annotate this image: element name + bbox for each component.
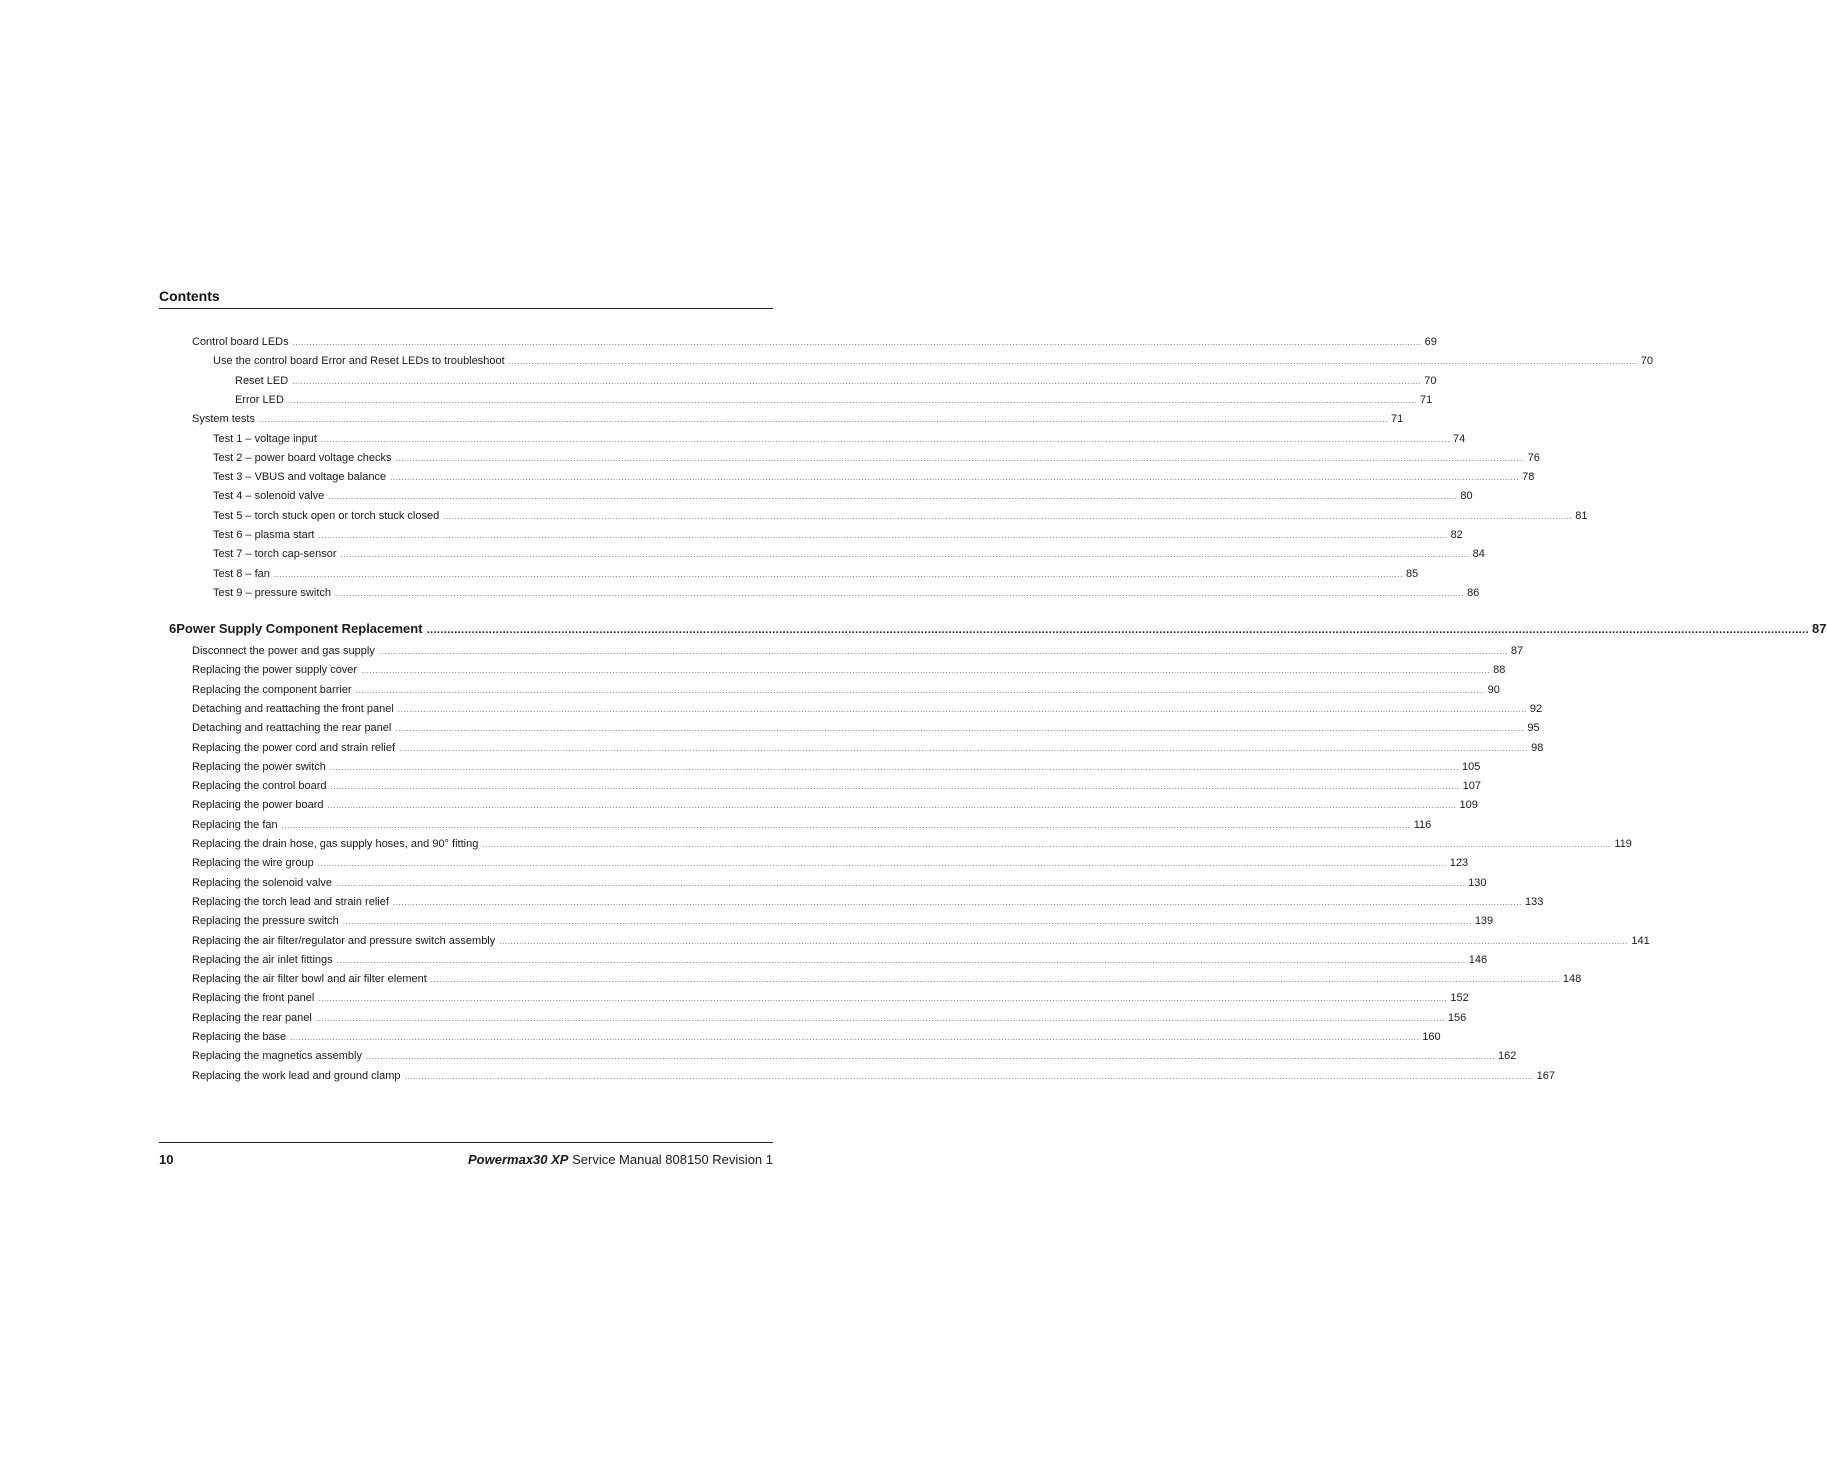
toc-entry-row[interactable]	[192, 971, 1582, 987]
dot-leader: ................................................................................................................................................................................................................................................................................................................................................................................................................	[273, 569, 1403, 579]
toc-entry-row[interactable]	[192, 894, 1544, 910]
toc-entry-page-number: 98	[1531, 741, 1544, 754]
toc-entry-page-number: 107	[1462, 780, 1481, 793]
toc-entry-row[interactable]	[192, 797, 1478, 813]
toc-entry-page-number: 80	[1460, 490, 1473, 503]
dot-leader: ................................................................................................................................................................................................................................................................................................................................................................................................................	[482, 840, 1612, 849]
dot-leader: ................................................................................................................................................................................................................................................................................................................................................................................................................	[404, 1071, 1534, 1081]
dot-leader: ................................................................................................................................................................................................................................................................................................................................................................................................................	[336, 955, 1466, 965]
toc-entry-page-number: 92	[1529, 702, 1543, 715]
toc-entry-label: Replacing the air filter bowl and air filter element	[192, 973, 427, 986]
toc-entry-row[interactable]	[192, 836, 1632, 852]
toc-entry-row[interactable]	[213, 450, 1540, 466]
dot-leader: ................................................................................................................................................................................................................................................................................................................................................................................................................	[317, 859, 1447, 869]
footer-product-name: Powermax30 XP	[468, 1152, 569, 1167]
toc-entry-label: Test 7 – torch cap-sensor	[213, 548, 337, 561]
toc-entry-page-number: 141	[1631, 934, 1650, 947]
toc-entry-label: Replacing the fan	[192, 818, 278, 831]
toc-entry-page-number: 148	[1562, 973, 1582, 986]
toc-entry-page-number: 82	[1450, 529, 1463, 541]
dot-leader: ................................................................................................................................................................................................................................................................................................................................................................................................................	[340, 550, 1470, 560]
dot-leader: ................................................................................................................................................................................................................................................................................................................................................................................................................	[365, 1052, 1496, 1062]
toc-entry-row[interactable]	[192, 334, 1437, 350]
toc-entry-page-number: 156	[1447, 1011, 1467, 1024]
dot-leader: ................................................................................................................................................................................................................................................................................................................................................................................................................	[281, 820, 1411, 830]
toc-entry-row[interactable]	[213, 527, 1463, 543]
dot-leader: ................................................................................................................................................................................................................................................................................................................................................................................................................	[328, 492, 1458, 502]
toc-entry-page-number: 69	[1424, 336, 1437, 348]
dot-leader: ................................................................................................................................................................................................................................................................................................................................................................................................................	[390, 473, 1520, 483]
dot-leader: ................................................................................................................................................................................................................................................................................................................................................................................................................	[318, 994, 1448, 1004]
toc-entry-label: Replacing the power supply cover	[192, 664, 358, 677]
toc-entry-page-number: 109	[1459, 799, 1478, 812]
toc-chapter-row[interactable]	[169, 620, 1827, 638]
toc-entry-row[interactable]	[192, 1010, 1467, 1026]
dot-leader: ................................................................................................................................................................................................................................................................................................................................................................................................................	[342, 917, 1472, 927]
toc-entry-label: Control board LEDs	[192, 336, 289, 348]
toc-entry-row[interactable]	[213, 508, 1588, 524]
footer-document-info	[468, 1152, 773, 1167]
toc-entry-label: Replacing the base	[192, 1031, 287, 1043]
toc-entry-row[interactable]	[235, 392, 1433, 408]
toc-entry-row[interactable]	[192, 875, 1487, 891]
chapter-page-number: 87	[1812, 621, 1827, 636]
toc-entry-page-number: 74	[1453, 432, 1466, 445]
toc-entry-page-number: 90	[1487, 683, 1500, 696]
footer-rule	[159, 1142, 773, 1143]
toc-entry-label: Replacing the air filter/regulator and pressure switch assembly	[192, 934, 496, 947]
toc-entry-page-number: 133	[1524, 895, 1544, 908]
toc-entry-row[interactable]	[192, 1068, 1555, 1084]
dot-leader: ................................................................................................................................................................................................................................................................................................................................................................................................................	[355, 685, 1485, 695]
toc-entry-row[interactable]	[192, 662, 1506, 678]
toc-entry-label: Test 4 – solenoid valve	[213, 490, 325, 503]
dot-leader: ................................................................................................................................................................................................................................................................................................................................................................................................................	[392, 897, 1522, 907]
toc-entry-label: Error LED	[235, 393, 284, 406]
toc-entry-page-number: 123	[1449, 857, 1469, 870]
toc-entry-page-number: 105	[1461, 760, 1481, 773]
toc-entry-label: Replacing the drain hose, gas supply hoses, and 90° fitting	[192, 838, 479, 850]
toc-entry-page-number: 70	[1640, 355, 1653, 368]
toc-entry-label: Disconnect the power and gas supply	[192, 645, 375, 657]
footer-doc-text: Service Manual 808150 Revision 1	[572, 1152, 773, 1167]
toc-entry-row[interactable]	[192, 720, 1540, 736]
chapter-title: Power Supply Component Replacement	[176, 621, 423, 636]
dot-leader: ................................................................................................................................................................................................................................................................................................................................................................................................................	[335, 588, 1465, 598]
toc-entry-row[interactable]	[192, 1029, 1441, 1045]
toc-entry-row[interactable]	[213, 585, 1480, 601]
toc-entry-row[interactable]	[192, 778, 1481, 794]
toc-entry-label: Reset LED	[235, 374, 289, 387]
dot-leader: ................................................................................................................................................................................................................................................................................................................................................................................................................	[258, 415, 1389, 425]
toc-entry-row[interactable]	[192, 855, 1469, 871]
dot-leader: ................................................................................................................................................................................................................................................................................................................................................................................................................	[426, 624, 1810, 636]
toc-entry-label: Test 9 – pressure switch	[213, 586, 331, 599]
toc-entry-label: Replacing the power board	[192, 799, 324, 812]
toc-entry-row[interactable]	[213, 566, 1419, 582]
dot-leader: ................................................................................................................................................................................................................................................................................................................................................................................................................	[430, 975, 1560, 985]
toc-entry-label: Replacing the solenoid valve	[192, 876, 333, 889]
toc-entry-page-number: 86	[1467, 586, 1480, 599]
toc-entry-label: Replacing the wire group	[192, 857, 314, 870]
dot-leader: ................................................................................................................................................................................................................................................................................................................................................................................................................	[508, 357, 1638, 367]
toc-entry-page-number: 78	[1522, 471, 1535, 484]
toc-entry-label: Detaching and reattaching the front panel	[192, 702, 394, 715]
toc-entry-row[interactable]	[192, 1048, 1517, 1064]
toc-entry-label: System tests	[192, 413, 255, 426]
toc-entry-row[interactable]	[192, 411, 1404, 427]
toc-entry-row[interactable]	[213, 353, 1653, 369]
toc-entry-page-number: 84	[1472, 548, 1485, 561]
dot-leader: ................................................................................................................................................................................................................................................................................................................................................................................................................	[290, 1033, 1420, 1042]
toc-entry-label: Test 2 – power board voltage checks	[213, 451, 392, 464]
toc-entry-row[interactable]	[192, 933, 1650, 949]
page-header-title: Contents	[159, 288, 220, 304]
toc-entry-page-number: 81	[1575, 509, 1588, 522]
dot-leader: ................................................................................................................................................................................................................................................................................................................................................................................................................	[320, 434, 1451, 444]
toc-entry-row[interactable]	[192, 990, 1469, 1006]
dot-leader: ................................................................................................................................................................................................................................................................................................................................................................................................................	[378, 647, 1508, 656]
dot-leader: ................................................................................................................................................................................................................................................................................................................................................................................................................	[292, 376, 1422, 386]
dot-leader: ................................................................................................................................................................................................................................................................................................................................................................................................................	[499, 936, 1629, 946]
toc-entry-label: Replacing the front panel	[192, 992, 315, 1005]
toc-entry-page-number: 152	[1450, 992, 1469, 1005]
toc-entry-page-number: 95	[1527, 722, 1540, 735]
toc-entry-row[interactable]	[213, 469, 1535, 485]
toc-entry-row[interactable]	[192, 682, 1500, 698]
toc-entry-label: Replacing the pressure switch	[192, 915, 339, 928]
toc-entry-row[interactable]	[192, 643, 1524, 659]
toc-entry-label: Replacing the component barrier	[192, 683, 352, 696]
toc-entry-label: Detaching and reattaching the rear panel	[192, 722, 392, 735]
dot-leader: ................................................................................................................................................................................................................................................................................................................................................................................................................	[292, 338, 1422, 347]
toc-entry-label: Test 3 – VBUS and voltage balance	[213, 471, 387, 484]
header-rule	[159, 308, 773, 309]
toc-entry-label: Replacing the magnetics assembly	[192, 1050, 362, 1063]
toc-entry-page-number: 146	[1468, 953, 1488, 966]
toc-entry-label: Replacing the control board	[192, 780, 327, 793]
toc-entry-label: Replacing the torch lead and strain relief	[192, 895, 389, 908]
toc-entry-label: Use the control board Error and Reset LEDs to troubleshoot	[213, 355, 505, 368]
dot-leader: ................................................................................................................................................................................................................................................................................................................................................................................................................	[318, 531, 1448, 540]
toc-entry-row[interactable]	[192, 913, 1494, 929]
toc-entry-label: Replacing the power switch	[192, 760, 326, 773]
toc-entry-page-number: 162	[1498, 1050, 1517, 1063]
toc-entry-page-number: 71	[1419, 393, 1433, 406]
toc-entry-page-number: 85	[1405, 567, 1419, 580]
toc-entry-row[interactable]	[192, 740, 1544, 756]
dot-leader: ................................................................................................................................................................................................................................................................................................................................................................................................................	[327, 801, 1457, 811]
dot-leader: ................................................................................................................................................................................................................................................................................................................................................................................................................	[395, 724, 1525, 734]
toc-entry-page-number: 70	[1424, 374, 1437, 387]
dot-leader: ................................................................................................................................................................................................................................................................................................................................................................................................................	[336, 878, 1466, 888]
dot-leader: ................................................................................................................................................................................................................................................................................................................................................................................................................	[399, 743, 1529, 753]
dot-leader: ................................................................................................................................................................................................................................................................................................................................................................................................................	[315, 1013, 1445, 1023]
toc-entry-page-number: 88	[1493, 664, 1506, 677]
toc-entry-label: Replacing the power cord and strain relief	[192, 741, 396, 754]
toc-entry-page-number: 139	[1474, 915, 1494, 928]
toc-entry-label: Replacing the work lead and ground clamp	[192, 1069, 401, 1082]
toc-entry-label: Test 5 – torch stuck open or torch stuck closed	[213, 509, 440, 522]
toc-entry-label: Replacing the air inlet fittings	[192, 953, 333, 966]
toc-entry-page-number: 76	[1527, 451, 1540, 464]
toc-entry-label: Replacing the rear panel	[192, 1011, 312, 1024]
dot-leader: ................................................................................................................................................................................................................................................................................................................................................................................................................	[330, 782, 1460, 792]
footer-page-number: 10	[159, 1152, 174, 1167]
toc-entry-page-number: 71	[1391, 413, 1404, 426]
toc-entry-row[interactable]	[213, 546, 1485, 562]
toc-entry-page-number: 116	[1413, 818, 1432, 831]
dot-leader: ................................................................................................................................................................................................................................................................................................................................................................................................................	[395, 453, 1525, 463]
toc-entry-row[interactable]	[213, 431, 1466, 447]
toc-entry-label: Test 6 – plasma start	[213, 529, 315, 541]
dot-leader: ................................................................................................................................................................................................................................................................................................................................................................................................................	[443, 511, 1573, 521]
toc-entry-row[interactable]	[192, 759, 1481, 775]
toc-entry-page-number: 87	[1510, 645, 1524, 657]
toc-entry-row[interactable]	[192, 701, 1543, 717]
toc-entry-page-number: 119	[1614, 838, 1632, 850]
dot-leader: ................................................................................................................................................................................................................................................................................................................................................................................................................	[361, 666, 1491, 676]
dot-leader: ................................................................................................................................................................................................................................................................................................................................................................................................................	[287, 395, 1417, 405]
dot-leader: ................................................................................................................................................................................................................................................................................................................................................................................................................	[329, 762, 1459, 772]
toc-entry-page-number: 167	[1536, 1069, 1555, 1082]
toc-entry-row[interactable]	[192, 952, 1488, 968]
toc-entry-page-number: 160	[1422, 1031, 1441, 1043]
toc-entry-label: Test 1 – voltage input	[213, 432, 317, 445]
toc-entry-row[interactable]	[213, 488, 1473, 504]
toc-entry-row[interactable]	[235, 373, 1437, 389]
dot-leader: ................................................................................................................................................................................................................................................................................................................................................................................................................	[397, 704, 1527, 714]
chapter-number: 6	[169, 621, 177, 636]
toc-entry-row[interactable]	[192, 817, 1432, 833]
toc-entry-page-number: 130	[1468, 876, 1487, 889]
toc-entry-label: Test 8 – fan	[213, 567, 270, 580]
